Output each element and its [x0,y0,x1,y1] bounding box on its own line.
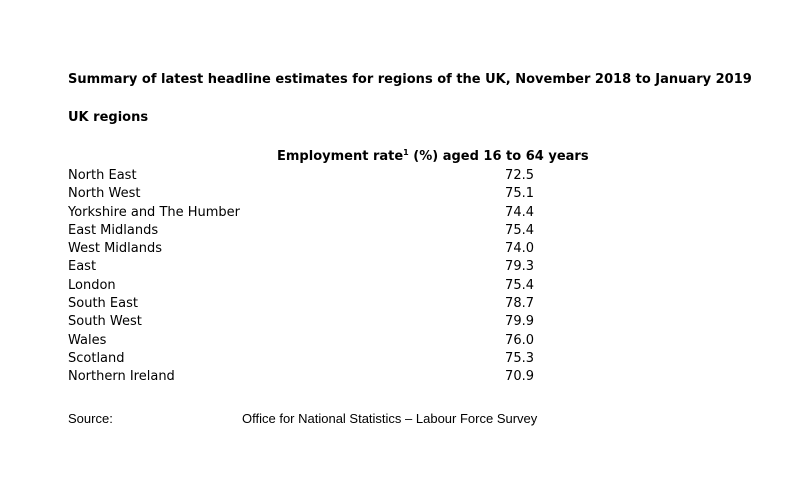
region-name: London [68,277,116,293]
employment-rate-value: 74.4 [505,204,534,220]
region-name: Northern Ireland [68,369,175,385]
section-subtitle: UK regions [68,110,149,125]
regions-table [68,168,534,388]
column-header [277,149,589,164]
employment-rate-value: 76.0 [505,332,534,348]
table-row [68,296,534,314]
employment-rate-value: 75.1 [505,186,534,202]
region-name: Yorkshire and The Humber [68,204,241,220]
table-row [68,168,534,186]
employment-rate-value: 75.4 [505,277,534,293]
region-name: East Midlands [68,222,159,238]
footnote-marker: 1 [403,148,409,157]
employment-rate-value: 79.9 [505,314,534,330]
employment-rate-value: 79.3 [505,259,534,275]
region-name: West Midlands [68,241,163,257]
region-name: East [68,259,97,275]
column-header-text-suffix: (%) aged 16 to 64 years [408,149,589,164]
region-name: South West [68,314,142,330]
document-title: Summary of latest headline estimates for regions of the UK, November 2018 to January 2019 [68,72,752,87]
region-name: North West [68,186,141,202]
table-row [68,278,534,296]
region-name: Scotland [68,350,125,366]
table-row [68,241,534,259]
source-label: Source: [68,411,113,426]
region-name: South East [68,296,138,312]
table-row [68,314,534,332]
column-header-text: Employment rate [277,149,404,164]
table-row [68,351,534,369]
employment-rate-value: 70.9 [505,369,534,385]
region-name: North East [68,168,137,183]
table-row [68,369,534,387]
table-row [68,223,534,241]
employment-rate-value: 75.3 [505,350,534,366]
employment-rate-value: 74.0 [505,241,534,257]
employment-rate-value: 72.5 [505,168,534,183]
source-text: Office for National Statistics – Labour Force Survey [242,411,538,426]
region-name: Wales [68,332,107,348]
table-row [68,333,534,351]
employment-rate-value: 75.4 [505,222,534,238]
table-row [68,205,534,223]
table-row [68,259,534,277]
table-row [68,186,534,204]
employment-rate-value: 78.7 [505,296,534,312]
